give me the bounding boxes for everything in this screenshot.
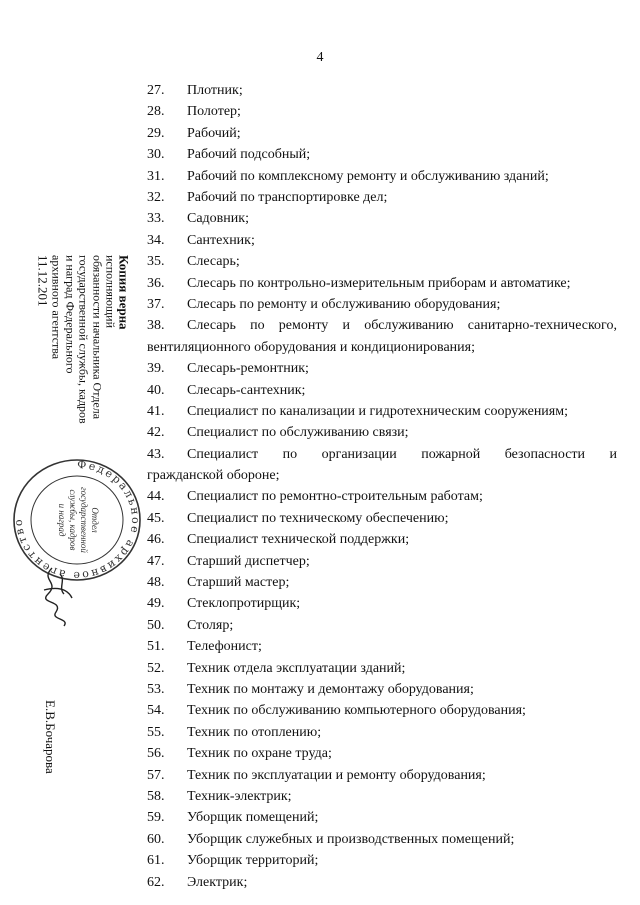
item-text: Уборщик помещений;	[187, 810, 319, 826]
item-text: Техник отдела эксплуатации зданий;	[187, 660, 406, 676]
item-text: Уборщик служебных и производственных помещений;	[187, 831, 515, 847]
item-number: 37.	[147, 296, 165, 312]
certification-note	[36, 255, 131, 475]
item-word: обслуживанию	[364, 318, 454, 334]
stamp-inner-line: службы, кадров	[68, 489, 78, 551]
item-word: Слесарь	[187, 318, 236, 334]
item-word: безопасности	[504, 446, 586, 462]
position-list	[147, 80, 617, 893]
item-number: 59.	[147, 810, 165, 826]
item-text-continuation: гражданской обороне;	[147, 468, 280, 484]
item-text	[187, 444, 617, 465]
item-text: Старший диспетчер;	[187, 553, 310, 569]
item-number: 43.	[147, 446, 165, 462]
item-number: 49.	[147, 596, 165, 612]
item-text: Техник по обслуживанию компьютерного оборудования;	[187, 703, 526, 719]
item-text: Специалист по ремонтно-строительным работам;	[187, 489, 483, 505]
item-number: 28.	[147, 104, 165, 120]
item-word: санитарно-технического,	[467, 318, 617, 334]
item-number: 50.	[147, 617, 165, 633]
list-item	[147, 294, 617, 315]
list-item	[147, 850, 617, 871]
list-item	[147, 700, 617, 721]
list-item	[147, 765, 617, 786]
item-number: 27.	[147, 83, 165, 98]
handwritten-signature	[30, 560, 90, 630]
item-text: Полотер;	[187, 104, 241, 120]
certification-line: государственной службы, кадров	[77, 255, 91, 424]
item-word: и	[342, 318, 350, 334]
item-text	[187, 315, 617, 336]
stamp-inner-line: и наград	[57, 503, 67, 537]
item-number: 62.	[147, 874, 165, 890]
item-number: 35.	[147, 254, 165, 270]
item-text: Слесарь-сантехник;	[187, 382, 306, 398]
list-item	[147, 401, 617, 422]
list-item	[147, 444, 617, 487]
item-text: Рабочий по комплексному ремонту и обслуживанию зданий;	[187, 168, 549, 184]
stamp-outer-text: Федеральное архивное агентство	[12, 457, 142, 583]
list-item	[147, 144, 617, 165]
item-number: 34.	[147, 232, 165, 248]
item-text-continuation: вентиляционного оборудования и кондиционирования;	[147, 339, 475, 355]
list-item	[147, 101, 617, 122]
list-item	[147, 743, 617, 764]
item-number: 52.	[147, 660, 165, 676]
item-text: Техник по охране труда;	[187, 746, 332, 762]
item-word: пожарной	[421, 446, 481, 462]
certification-line: обязанности начальника Отдела	[90, 255, 105, 420]
list-item	[147, 166, 617, 187]
list-item	[147, 380, 617, 401]
item-text: Уборщик территорий;	[187, 853, 319, 869]
item-number: 42.	[147, 425, 165, 441]
list-item	[147, 422, 617, 443]
signer-name: Е.В.Бочарова	[43, 700, 58, 774]
item-number: 51.	[147, 639, 165, 655]
certification-line: архивного агентства	[50, 255, 64, 360]
item-text: Специалист по канализации и гидротехническим сооружениям;	[187, 403, 568, 419]
certification-line: исполняющий	[104, 255, 118, 328]
item-number: 58.	[147, 788, 165, 804]
item-text: Слесарь по контрольно-измерительным приборам и автоматике;	[187, 275, 571, 291]
item-number: 54.	[147, 703, 165, 719]
item-number: 38.	[147, 318, 165, 334]
list-item	[147, 315, 617, 358]
list-item	[147, 273, 617, 294]
list-item	[147, 551, 617, 572]
item-number: 53.	[147, 682, 165, 697]
list-item	[147, 508, 617, 529]
item-text: Рабочий;	[187, 125, 241, 141]
item-text: Старший мастер;	[187, 575, 290, 591]
item-text: Сантехник;	[187, 232, 255, 248]
stamp-inner-line: государственной	[79, 487, 89, 553]
list-item	[147, 872, 617, 893]
item-number: 39.	[147, 361, 165, 377]
item-number: 33.	[147, 211, 165, 227]
list-item	[147, 593, 617, 614]
item-number: 55.	[147, 724, 165, 740]
list-item	[147, 208, 617, 229]
item-word: организации	[321, 446, 397, 462]
item-text: Стеклопротирщик;	[187, 596, 301, 612]
item-number: 30.	[147, 147, 165, 163]
item-word: и	[609, 446, 617, 462]
item-number: 44.	[147, 489, 165, 505]
item-number: 40.	[147, 382, 165, 398]
item-text: Специалист по техническому обеспечению;	[187, 510, 449, 526]
item-number: 46.	[147, 532, 165, 548]
item-text: Техник по монтажу и демонтажу оборудования;	[187, 682, 474, 697]
item-text: Слесарь-ремонтник;	[187, 361, 309, 377]
item-number: 61.	[147, 853, 165, 869]
list-item	[147, 615, 617, 636]
item-word: ремонту	[278, 318, 329, 334]
item-text: Слесарь по ремонту и обслуживанию оборудования;	[187, 296, 501, 312]
list-item	[147, 80, 617, 101]
page-number: 4	[316, 50, 324, 65]
item-number: 56.	[147, 746, 165, 762]
item-word: Специалист	[187, 446, 259, 462]
item-word: по	[250, 318, 265, 334]
list-item	[147, 529, 617, 550]
item-text: Рабочий по транспортировке дел;	[187, 189, 388, 205]
list-item	[147, 829, 617, 850]
list-item	[147, 636, 617, 657]
item-text: Рабочий подсобный;	[187, 147, 311, 163]
item-text: Садовник;	[187, 211, 249, 227]
list-item	[147, 187, 617, 208]
item-text: Специалист по обслуживанию связи;	[187, 425, 409, 441]
list-item	[147, 358, 617, 379]
item-number: 47.	[147, 553, 165, 569]
list-item	[147, 123, 617, 144]
item-number: 48.	[147, 575, 165, 591]
item-text: Слесарь;	[187, 254, 240, 270]
certification-title: Копия верна	[116, 255, 132, 330]
item-number: 32.	[147, 189, 165, 205]
list-item	[147, 658, 617, 679]
item-number: 57.	[147, 767, 165, 783]
item-number: 45.	[147, 510, 165, 526]
list-item	[147, 486, 617, 507]
item-word: по	[282, 446, 298, 462]
list-item	[147, 807, 617, 828]
item-text: Техник-электрик;	[187, 788, 292, 804]
stamp-inner-line: Отдел	[90, 507, 100, 533]
list-item	[147, 251, 617, 272]
item-text: Техник по эксплуатации и ремонту оборудования;	[187, 767, 486, 783]
item-number: 60.	[147, 831, 165, 847]
certification-date: 11.12.201	[35, 255, 51, 307]
item-number: 41.	[147, 403, 165, 419]
list-item	[147, 786, 617, 807]
item-number: 36.	[147, 275, 165, 291]
item-text: Столяр;	[187, 617, 234, 633]
list-item	[147, 230, 617, 251]
item-text: Телефонист;	[187, 639, 262, 655]
list-item	[147, 572, 617, 593]
item-text: Электрик;	[187, 874, 248, 890]
item-text: Техник по отоплению;	[187, 724, 322, 740]
list-item	[147, 722, 617, 743]
item-text: Плотник;	[187, 83, 243, 98]
item-text: Специалист технической поддержки;	[187, 532, 410, 548]
item-number: 29.	[147, 125, 165, 141]
certification-line: и наград Федерального	[63, 255, 78, 374]
item-number: 31.	[147, 168, 165, 184]
list-item	[147, 679, 617, 700]
